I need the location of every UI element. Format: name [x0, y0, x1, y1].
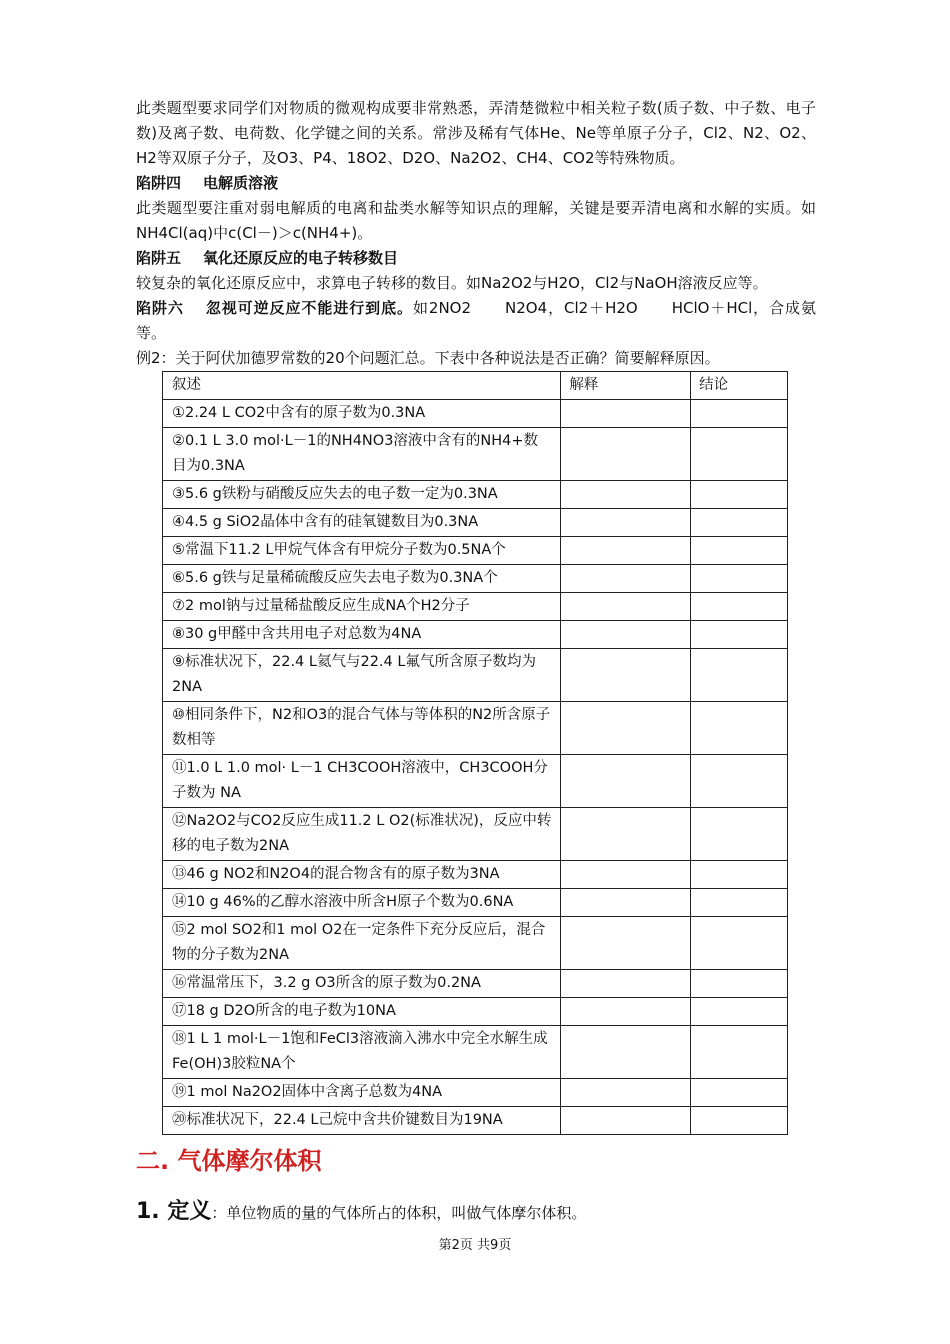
explanation-cell[interactable]: [561, 649, 691, 702]
explanation-cell[interactable]: [561, 889, 691, 917]
trap-4-label: 陷阱四: [136, 174, 182, 192]
conclusion-cell[interactable]: [691, 970, 788, 998]
table-row: [163, 755, 788, 808]
statement-cell: ⑲1 mol Na2O2固体中含离子总数为4NA: [163, 1079, 561, 1107]
page-content: [136, 96, 816, 1230]
conclusion-cell[interactable]: [691, 428, 788, 481]
conclusion-cell[interactable]: [691, 755, 788, 808]
conclusion-cell[interactable]: [691, 702, 788, 755]
trap-6-label: 陷阱六: [136, 299, 184, 317]
explanation-cell[interactable]: [561, 1079, 691, 1107]
explanation-cell[interactable]: [561, 998, 691, 1026]
conclusion-cell[interactable]: [691, 861, 788, 889]
table-row: [163, 428, 788, 481]
conclusion-cell[interactable]: [691, 1026, 788, 1079]
table-row: [163, 565, 788, 593]
explanation-cell[interactable]: [561, 917, 691, 970]
trap-6-text-c: HClO＋HCl，合成氨等。: [136, 299, 816, 342]
conclusion-cell[interactable]: [691, 649, 788, 702]
trap-5-paragraph: 较复杂的氧化还原反应中，求算电子转移的数目。如Na2O2与H2O，Cl2与NaOH溶液反应等。: [136, 274, 768, 292]
header-statement: 叙述: [163, 372, 561, 400]
statement-cell: ⑥5.6 g铁与足量稀硫酸反应失去电子数为0.3NA个: [163, 565, 561, 593]
statement-cell: ①2.24 L CO2中含有的原子数为0.3NA: [163, 400, 561, 428]
table-row: [163, 593, 788, 621]
statement-cell: ⑤常温下11.2 L甲烷气体含有甲烷分子数为0.5NA个: [163, 537, 561, 565]
explanation-cell[interactable]: [561, 509, 691, 537]
trap-4-title: 电解质溶液: [203, 174, 279, 192]
table-body: [163, 400, 788, 1135]
definition-line: [136, 1195, 816, 1230]
definition-text: ：单位物质的量的气体所占的体积，叫做气体摩尔体积。: [211, 1204, 587, 1222]
explanation-cell[interactable]: [561, 1026, 691, 1079]
statement-cell: ④4.5 g SiO2晶体中含有的硅氧键数目为0.3NA: [163, 509, 561, 537]
explanation-cell[interactable]: [561, 428, 691, 481]
statement-cell: ⑧30 g甲醛中含共用电子对总数为4NA: [163, 621, 561, 649]
conclusion-cell[interactable]: [691, 998, 788, 1026]
explanation-cell[interactable]: [561, 702, 691, 755]
explanation-cell[interactable]: [561, 755, 691, 808]
table-row: [163, 1079, 788, 1107]
table-row: [163, 861, 788, 889]
conclusion-cell[interactable]: [691, 1107, 788, 1135]
conclusion-cell[interactable]: [691, 808, 788, 861]
table-row: [163, 917, 788, 970]
trap-4-heading: [136, 171, 816, 196]
table-row: [163, 537, 788, 565]
table-row: [163, 889, 788, 917]
explanation-cell[interactable]: [561, 808, 691, 861]
table-row: [163, 400, 788, 428]
statement-cell: ⑯常温常压下，3.2 g O3所含的原子数为0.2NA: [163, 970, 561, 998]
explanation-cell[interactable]: [561, 565, 691, 593]
statement-cell: ⑮2 mol SO2和1 mol O2在一定条件下充分反应后，混合物的分子数为2NA: [163, 917, 561, 970]
statement-cell: ②0.1 L 3.0 mol·L－1的NH4NO3溶液中含有的NH4+数目为0.3NA: [163, 428, 561, 481]
table-row: [163, 649, 788, 702]
explanation-cell[interactable]: [561, 537, 691, 565]
explanation-cell[interactable]: [561, 970, 691, 998]
conclusion-cell[interactable]: [691, 621, 788, 649]
table-row: [163, 509, 788, 537]
table-row: [163, 970, 788, 998]
explanation-cell[interactable]: [561, 481, 691, 509]
question-table: [162, 371, 788, 1135]
table-row: [163, 1107, 788, 1135]
conclusion-cell[interactable]: [691, 917, 788, 970]
section-2-title: 二. 气体摩尔体积: [136, 1147, 322, 1175]
statement-cell: ⑱1 L 1 mol·L－1饱和FeCl3溶液滴入沸水中完全水解生成Fe(OH)3胶粒NA个: [163, 1026, 561, 1079]
trap-5-heading: [136, 246, 816, 271]
table-header-row: [163, 372, 788, 400]
explanation-cell[interactable]: [561, 593, 691, 621]
conclusion-cell[interactable]: [691, 565, 788, 593]
explanation-cell[interactable]: [561, 861, 691, 889]
statement-cell: ⑪1.0 L 1.0 mol· L－1 CH3COOH溶液中，CH3COOH分子数为 NA: [163, 755, 561, 808]
example-2-heading: 例2：关于阿伏加德罗常数的20个问题汇总。下表中各种说法是否正确？简要解释原因。: [136, 349, 720, 367]
trap-6-title: 忽视可逆反应不能进行到底。: [205, 299, 413, 317]
table-row: [163, 998, 788, 1026]
conclusion-cell[interactable]: [691, 537, 788, 565]
conclusion-cell[interactable]: [691, 400, 788, 428]
statement-cell: ⑨标准状况下，22.4 L氦气与22.4 L氟气所含原子数均为2NA: [163, 649, 561, 702]
header-conclusion: 结论: [691, 372, 788, 400]
explanation-cell[interactable]: [561, 621, 691, 649]
table-row: [163, 702, 788, 755]
intro-paragraph: 此类题型要求同学们对物质的微观构成要非常熟悉，弄清楚微粒中相关粒子数(质子数、中子数、电子数)及离子数、电荷数、化学键之间的关系。常涉及稀有气体He、Ne等单原子分子，Cl2、N2、O2、H2等双原子分子，及O3、P4、18O2、D2O、Na2O2、CH4、CO2等特殊物质。: [136, 99, 816, 167]
conclusion-cell[interactable]: [691, 481, 788, 509]
conclusion-cell[interactable]: [691, 593, 788, 621]
definition-heading: 1. 定义: [136, 1199, 212, 1224]
table-row: [163, 1026, 788, 1079]
trap-4-paragraph: 此类题型要注重对弱电解质的电离和盐类水解等知识点的理解，关键是要弄清电离和水解的实质。如NH4Cl(aq)中c(Cl－)＞c(NH4+)。: [136, 199, 816, 242]
statement-cell: ⑦2 mol钠与过量稀盐酸反应生成NA个H2分子: [163, 593, 561, 621]
explanation-cell[interactable]: [561, 1107, 691, 1135]
conclusion-cell[interactable]: [691, 889, 788, 917]
statement-cell: ⑬46 g NO2和N2O4的混合物含有的原子数为3NA: [163, 861, 561, 889]
trap-5-title: 氧化还原反应的电子转移数目: [203, 249, 399, 267]
conclusion-cell[interactable]: [691, 509, 788, 537]
trap-6-paragraph: [136, 296, 816, 346]
statement-cell: ⑳标准状况下，22.4 L己烷中含共价键数目为19NA: [163, 1107, 561, 1135]
statement-cell: ⑩相同条件下，N2和O3的混合气体与等体积的N2所含原子数相等: [163, 702, 561, 755]
header-explanation: 解释: [561, 372, 691, 400]
trap-5-label: 陷阱五: [136, 249, 182, 267]
trap-6-text-a: 如2NO2: [412, 299, 472, 317]
table-row: [163, 808, 788, 861]
trap-6-text-b: N2O4，Cl2＋H2O: [505, 299, 638, 317]
statement-cell: ③5.6 g铁粉与硝酸反应失去的电子数一定为0.3NA: [163, 481, 561, 509]
page-footer: 第2页 共9页: [438, 1238, 512, 1253]
explanation-cell[interactable]: [561, 400, 691, 428]
conclusion-cell[interactable]: [691, 1079, 788, 1107]
statement-cell: ⑫Na2O2与CO2反应生成11.2 L O2(标准状况)，反应中转移的电子数为2NA: [163, 808, 561, 861]
statement-cell: ⑰18 g D2O所含的电子数为10NA: [163, 998, 561, 1026]
table-row: [163, 481, 788, 509]
table-row: [163, 621, 788, 649]
statement-cell: ⑭10 g 46%的乙醇水溶液中所含H原子个数为0.6NA: [163, 889, 561, 917]
